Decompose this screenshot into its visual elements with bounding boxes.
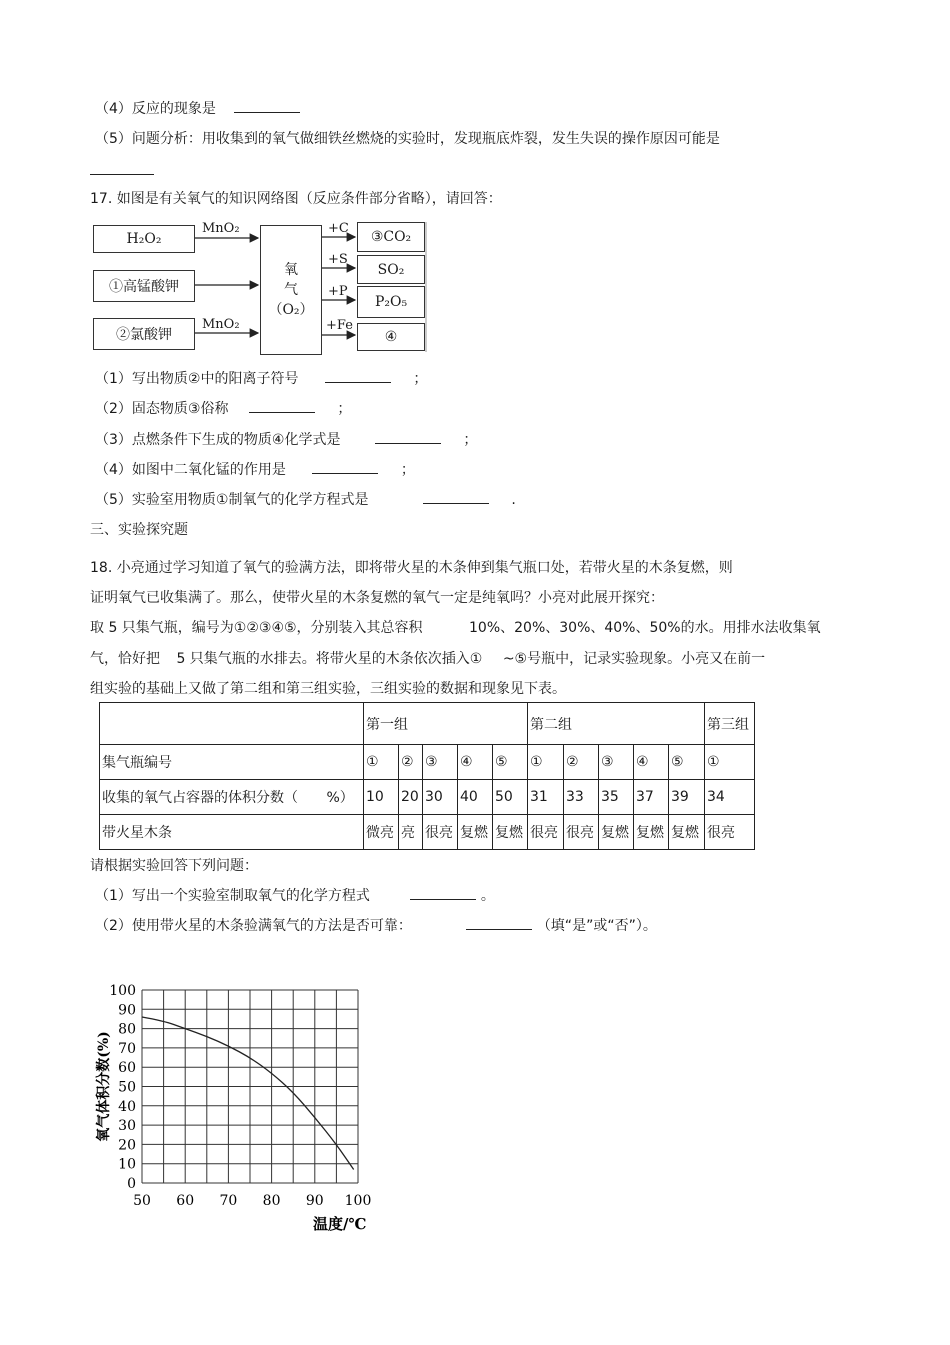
table-row xyxy=(100,703,755,745)
table-cell: ④ xyxy=(634,745,669,780)
q18-paragraph-2: 证明氧气已收集满了。那么，使带火星的木条复燃的氧气一定是纯氧吗？小亮对此展开探究： xyxy=(90,590,664,606)
box-product4: ④ xyxy=(357,323,425,351)
table-cell: ② xyxy=(564,745,599,780)
row-label: 集气瓶编号 xyxy=(100,745,364,780)
table-cell: ⑤ xyxy=(669,745,705,780)
table-cell: 39 xyxy=(669,780,705,815)
box-co2: ③CO₂ xyxy=(357,222,425,252)
table-cell: 微亮 xyxy=(364,815,399,850)
answer-blank[interactable] xyxy=(325,368,391,383)
x-axis-label: 温度/℃ xyxy=(313,1215,367,1233)
table-cell: 复燃 xyxy=(493,815,528,850)
y-tick-label: 40 xyxy=(118,1098,136,1115)
table-cell: 40 xyxy=(458,780,493,815)
q16-item5: （5）问题分析：用收集到的氧气做细铁丝燃烧的实验时，发现瓶底炸裂，发生失误的操作原因可能是 xyxy=(95,131,720,147)
table-cell: 37 xyxy=(634,780,669,815)
label-mno2-bottom: MnO₂ xyxy=(202,317,240,332)
row-label: 带火星木条 xyxy=(100,815,364,850)
q17-intro: 17. 如图是有关氧气的知识网络图（反应条件部分省略），请回答： xyxy=(90,191,502,207)
q18-paragraph-5: 组实验的基础上又做了第二组和第三组实验，三组实验的数据和现象见下表。 xyxy=(90,681,566,697)
answer-blank[interactable] xyxy=(375,429,441,444)
box-kclo3: ②氯酸钾 xyxy=(93,318,195,350)
answer-blank[interactable] xyxy=(312,459,378,474)
box-p2o5: P₂O₅ xyxy=(357,286,425,318)
answer-blank[interactable] xyxy=(249,398,315,413)
table-cell: 31 xyxy=(528,780,564,815)
table-row xyxy=(100,780,755,815)
table-cell: 复燃 xyxy=(669,815,705,850)
table-cell: ⑤ xyxy=(493,745,528,780)
q18-paragraph-3: 取 5 只集气瓶，编号为①②③④⑤，分别装入其总容积 10%、20%、30%、40%、50%的水。用排水法收集氧 xyxy=(90,620,821,636)
box-kmno4: ①高锰酸钾 xyxy=(93,270,195,302)
table-row xyxy=(100,745,755,780)
table-cell: ③ xyxy=(599,745,634,780)
label-mno2-top: MnO₂ xyxy=(202,221,240,236)
q18-sub1: （1）写出一个实验室制取氧气的化学方程式 。 xyxy=(95,885,495,905)
table-cell: ④ xyxy=(458,745,493,780)
box-so2: SO₂ xyxy=(357,255,425,284)
table-cell: ① xyxy=(364,745,399,780)
y-tick-label: 30 xyxy=(118,1118,136,1135)
label-plus-p: +P xyxy=(328,284,348,299)
box-oxygen: 氧 气 （O₂） xyxy=(260,225,322,355)
y-tick-labels xyxy=(109,983,136,1192)
table-cell: 很亮 xyxy=(528,815,564,850)
y-tick-label: 100 xyxy=(109,983,136,999)
table-cell: ② xyxy=(399,745,423,780)
y-axis-label: 氧气体积分数(%) xyxy=(96,1031,112,1142)
y-tick-label: 0 xyxy=(127,1176,136,1192)
x-tick-label: 90 xyxy=(305,1193,324,1209)
x-tick-label: 100 xyxy=(344,1193,372,1209)
table-cell: 亮 xyxy=(399,815,423,850)
table-cell: 很亮 xyxy=(705,815,755,850)
series-line xyxy=(142,1017,354,1169)
q16-item4: （4）反应的现象是 xyxy=(95,98,300,118)
table-cell: 10 xyxy=(364,780,399,815)
x-tick-labels xyxy=(133,1193,371,1209)
y-tick-label: 60 xyxy=(118,1060,136,1077)
x-tick-label: 80 xyxy=(262,1193,281,1209)
table-cell: 33 xyxy=(564,780,599,815)
label-plus-s: +S xyxy=(328,252,348,267)
q18-sub2: （2）使用带火星的木条验满氧气的方法是否可靠： （填“是”或“否”）。 xyxy=(95,915,657,935)
table-cell: 复燃 xyxy=(634,815,669,850)
table-cell: 复燃 xyxy=(599,815,634,850)
group-header: 第二组 xyxy=(528,703,705,745)
table-cell: ③ xyxy=(423,745,458,780)
chart-grid xyxy=(142,990,358,1183)
table-cell: 20 xyxy=(399,780,423,815)
answer-blank[interactable] xyxy=(423,489,489,504)
q18-paragraph-4: 气，恰好把 5 只集气瓶的水排去。将带火星的木条依次插入① ~⑤号瓶中，记录实验现象。小亮又在前一 xyxy=(90,651,766,667)
table-cell: 很亮 xyxy=(423,815,458,850)
q18-after-table: 请根据实验回答下列问题： xyxy=(90,858,258,874)
group-header: 第一组 xyxy=(364,703,528,745)
q17-item4: （4）如图中二氧化锰的作用是 ； xyxy=(95,459,415,479)
answer-blank[interactable] xyxy=(410,885,476,900)
row-label: 收集的氧气占容器的体积分数（ %） xyxy=(100,780,364,815)
y-tick-label: 20 xyxy=(118,1137,136,1154)
q17-item3: （3）点燃条件下生成的物质④化学式是 ； xyxy=(95,429,477,449)
y-tick-label: 90 xyxy=(118,1002,136,1019)
q18-paragraph-1: 18. 小亮通过学习知道了氧气的验满方法，即将带火星的木条伸到集气瓶口处，若带火星的木条复燃，则 xyxy=(90,560,733,576)
table-row xyxy=(100,815,755,850)
table-cell: ① xyxy=(705,745,755,780)
x-tick-label: 60 xyxy=(176,1193,195,1209)
oxygen-temperature-chart xyxy=(80,970,400,1240)
table-cell: 30 xyxy=(423,780,458,815)
label-plus-fe: +Fe xyxy=(326,318,353,333)
y-tick-label: 80 xyxy=(118,1021,136,1038)
y-tick-label: 10 xyxy=(118,1156,136,1173)
label-plus-c: +C xyxy=(328,221,349,236)
box-h2o2: H₂O₂ xyxy=(93,225,195,253)
table-cell: ① xyxy=(528,745,564,780)
q17-item5: （5）实验室用物质①制氧气的化学方程式是 . xyxy=(95,489,516,509)
answer-blank[interactable] xyxy=(466,915,532,930)
diagram-arrows xyxy=(0,0,950,360)
section-heading: 三、实验探究题 xyxy=(90,522,188,538)
table-cell: 35 xyxy=(599,780,634,815)
table-cell: 34 xyxy=(705,780,755,815)
y-tick-label: 50 xyxy=(118,1079,136,1096)
table-cell: 复燃 xyxy=(458,815,493,850)
group-header: 第三组 xyxy=(705,703,755,745)
x-tick-label: 70 xyxy=(219,1193,238,1209)
x-tick-label: 50 xyxy=(133,1193,151,1209)
q17-item1: （1）写出物质②中的阳离子符号 ； xyxy=(95,368,427,388)
table-cell: 50 xyxy=(493,780,528,815)
q17-item2: （2）固态物质③俗称 ； xyxy=(95,398,351,418)
table-cell: 很亮 xyxy=(564,815,599,850)
y-tick-label: 70 xyxy=(118,1040,136,1057)
experiment-table xyxy=(99,702,755,850)
